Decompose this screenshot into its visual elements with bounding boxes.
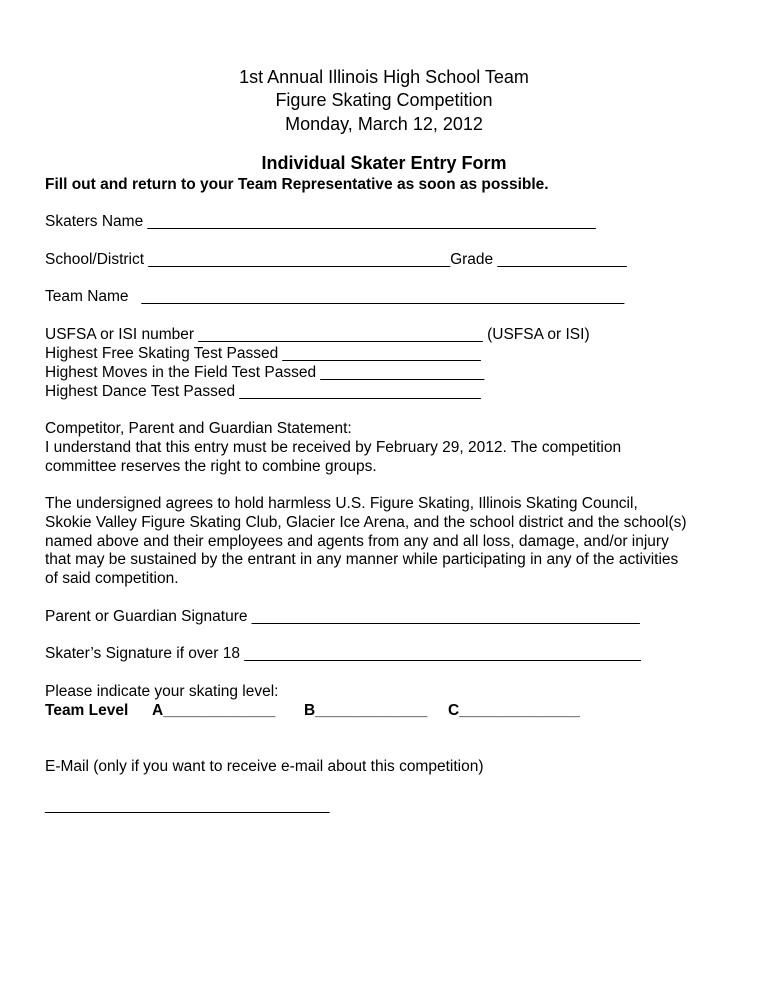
statement-text: I understand that this entry must be received by February 29, 2012. The competition bbox=[45, 439, 622, 456]
skaters-name-field[interactable]: Skaters Name ____________________________________________________ bbox=[45, 213, 596, 230]
email-label: E-Mail (only if you want to receive e-mail about this competition) bbox=[45, 758, 484, 775]
parent-signature-field[interactable]: Parent or Guardian Signature _____________________________________________ bbox=[45, 608, 640, 625]
team-name-field[interactable]: Team Name ________________________________________________________ bbox=[45, 288, 625, 305]
waiver-text: named above and their employees and agents from any and all loss, damage, and/or injury bbox=[45, 533, 669, 550]
skater-signature-field[interactable]: Skater’s Signature if over 18 ______________________________________________ bbox=[45, 645, 641, 662]
email-field[interactable]: _________________________________ bbox=[45, 797, 330, 814]
waiver-text: Skokie Valley Figure Skating Club, Glacier Ice Arena, and the school district and the school(s) bbox=[45, 514, 687, 531]
usfsa-number-field[interactable]: USFSA or ISI number _________________________________ (USFSA or ISI) bbox=[45, 326, 590, 343]
header-line-3: Monday, March 12, 2012 bbox=[285, 114, 483, 134]
waiver-text: of said competition. bbox=[45, 570, 179, 587]
waiver-text: The undersigned agrees to hold harmless U.S. Figure Skating, Illinois Skating Council, bbox=[45, 495, 638, 512]
waiver-text: that may be sustained by the entrant in any manner while participating in any of the activities bbox=[45, 551, 679, 568]
instruction: Fill out and return to your Team Representative as soon as possible. bbox=[45, 176, 549, 193]
level-c-field[interactable]: C______________ bbox=[448, 702, 580, 719]
statement-heading: Competitor, Parent and Guardian Statement: bbox=[45, 420, 352, 437]
level-prompt: Please indicate your skating level: bbox=[45, 683, 279, 700]
header-line-1: 1st Annual Illinois High School Team bbox=[239, 67, 529, 87]
moves-field-field[interactable]: Highest Moves in the Field Test Passed ___________________ bbox=[45, 364, 485, 381]
statement-text: committee reserves the right to combine groups. bbox=[45, 458, 377, 475]
team-level-label: Team Level bbox=[45, 702, 129, 719]
header-line-2: Figure Skating Competition bbox=[275, 90, 493, 110]
level-a-field[interactable]: A_____________ bbox=[152, 702, 276, 719]
free-skating-field[interactable]: Highest Free Skating Test Passed _______________________ bbox=[45, 345, 481, 362]
level-b-field[interactable]: B_____________ bbox=[304, 702, 428, 719]
dance-test-field[interactable]: Highest Dance Test Passed ____________________________ bbox=[45, 383, 481, 400]
school-grade-field[interactable]: School/District ___________________________________Grade _______________ bbox=[45, 251, 627, 268]
form-title: Individual Skater Entry Form bbox=[261, 153, 507, 173]
